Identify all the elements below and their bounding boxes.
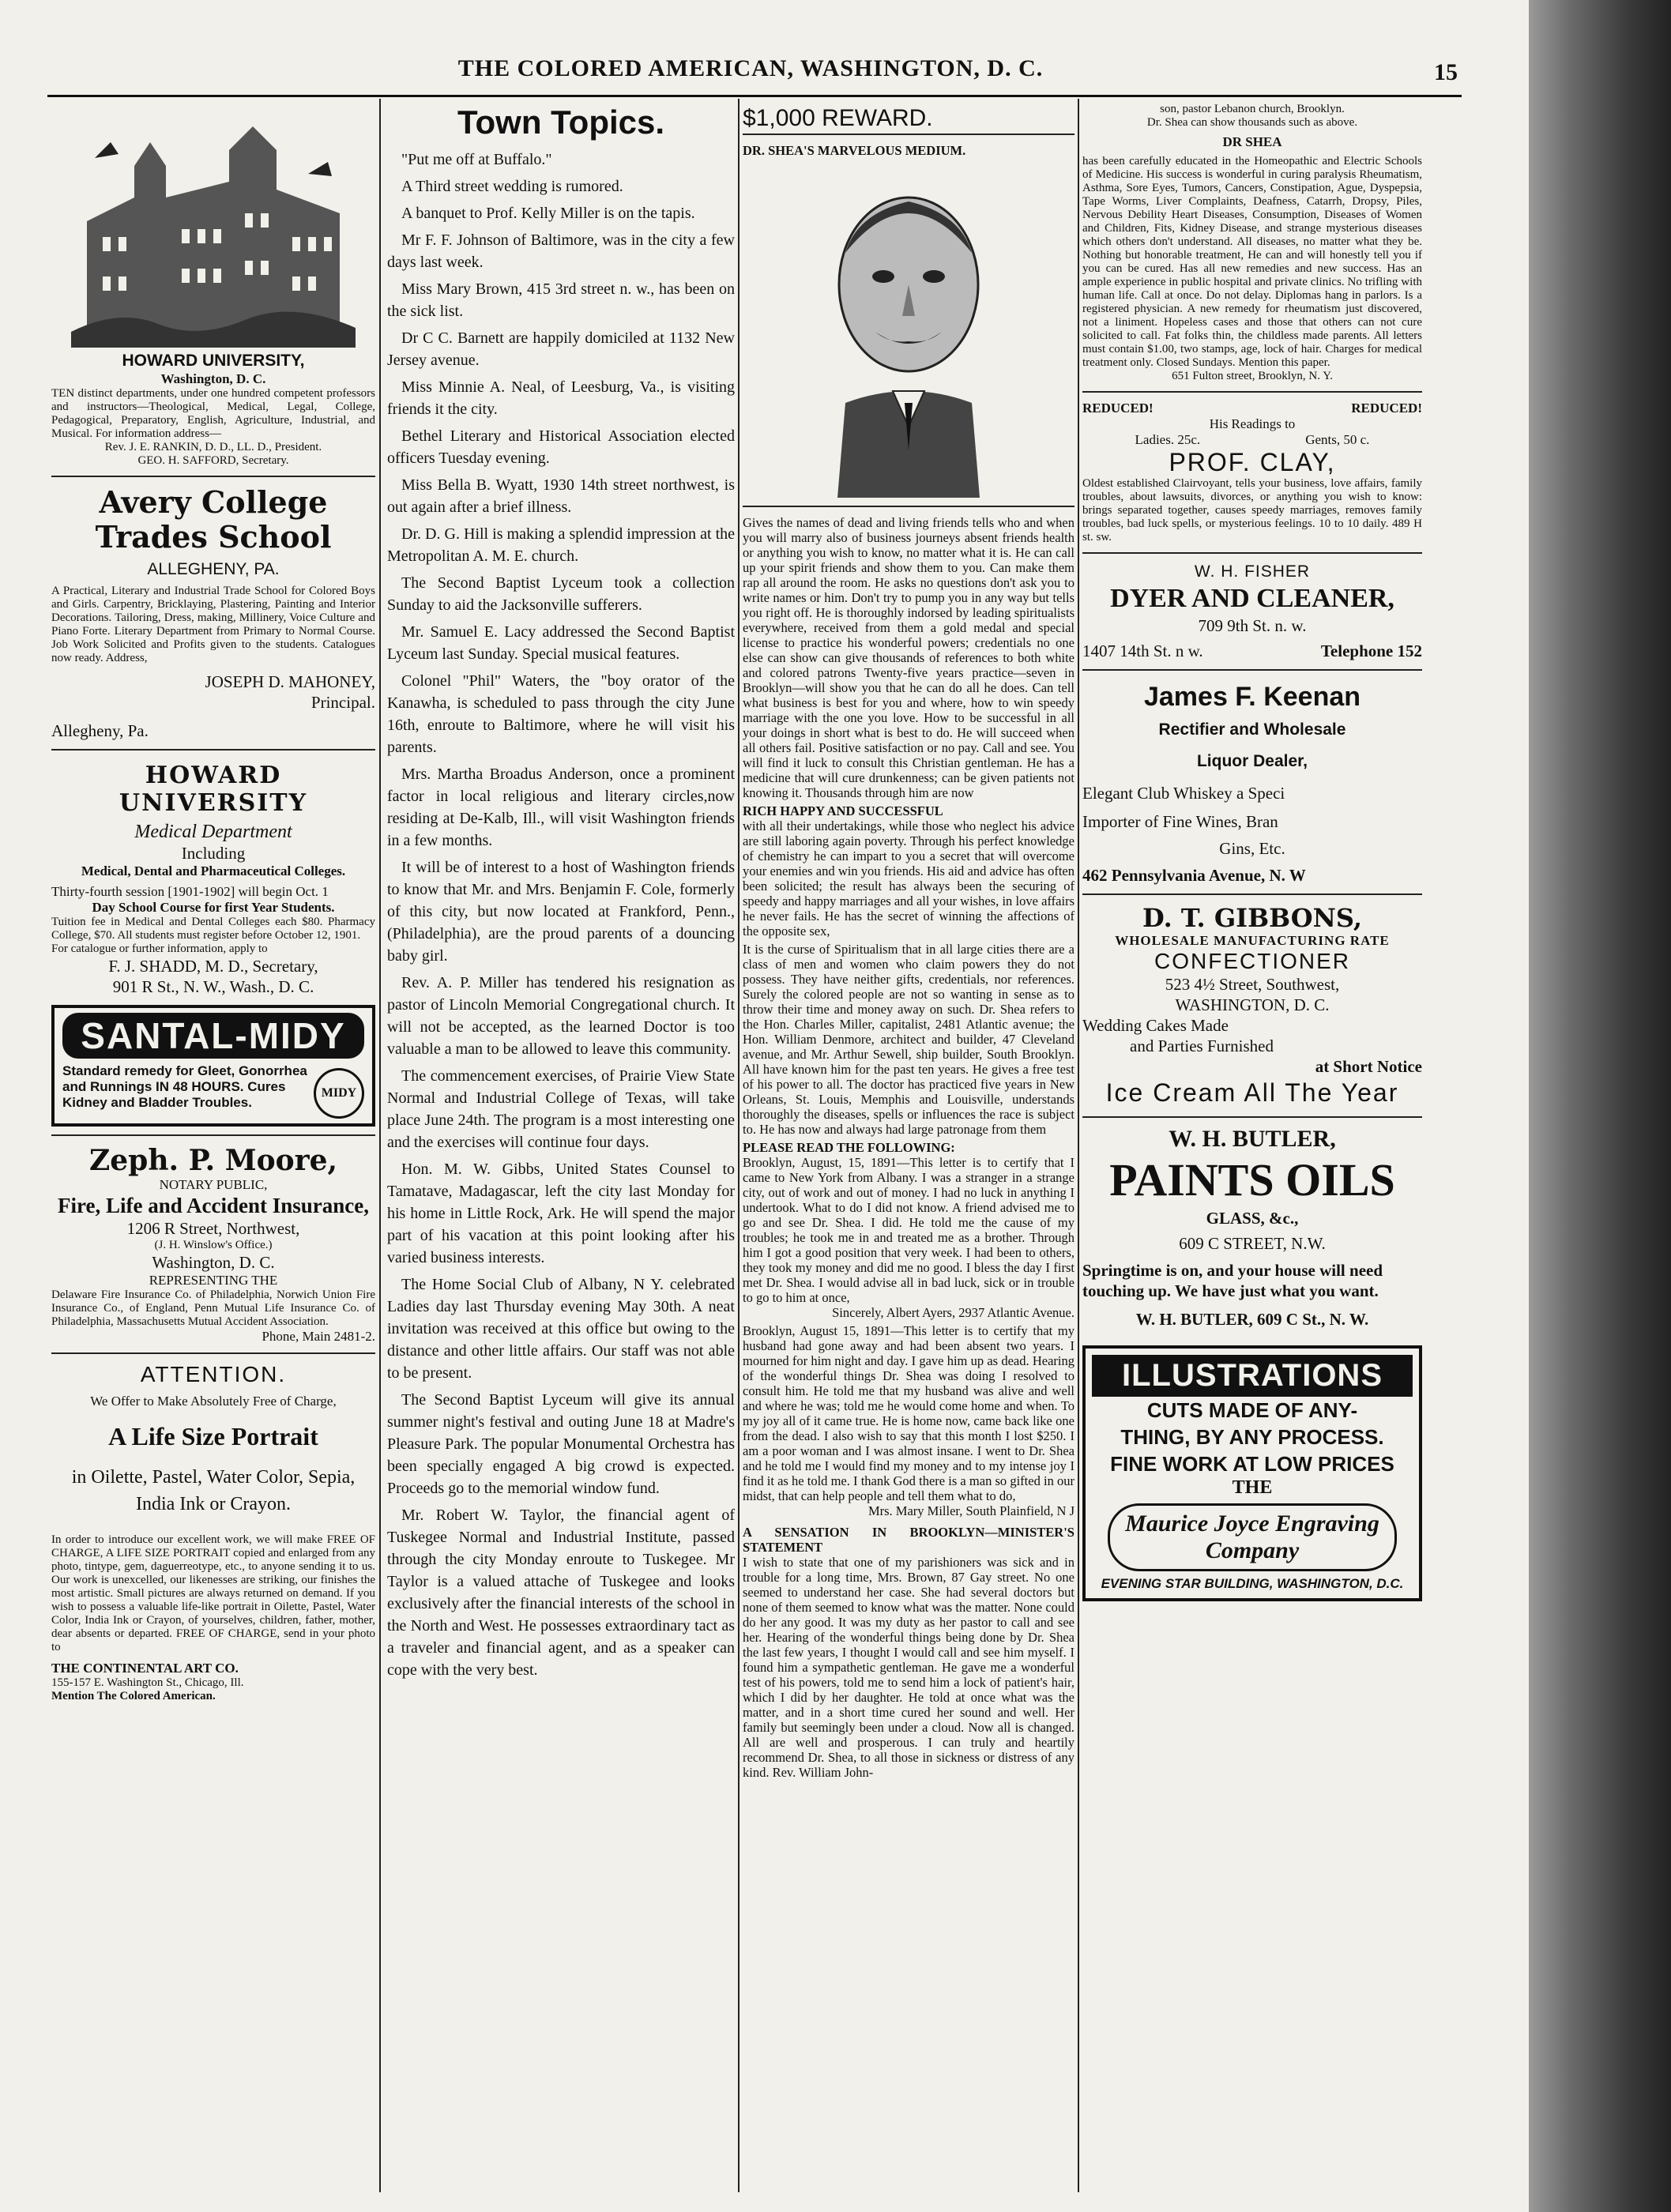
clay-reduced-row <box>1082 401 1422 416</box>
howard-secretary: GEO. H. SAFFORD, Secretary. <box>137 454 289 467</box>
butler-body: Springtime is on, and your house will need touching up. We have just what you want. <box>1082 1261 1383 1300</box>
clay-gents: Gents, 50 c. <box>1305 432 1370 447</box>
moore-notary: NOTARY PUBLIC, <box>159 1177 268 1192</box>
howard-medical-session: Thirty-fourth session [1901-1902] will begin Oct. 1 <box>51 884 329 899</box>
fisher-addr1: 709 9th St. n. w. <box>1198 616 1307 635</box>
town-topics-item: The commencement exercises, of Prairie View State Normal and Industrial College of Texas, will take place June 24th. The program is a most interesting one and the exercises will continue four days. <box>387 1067 735 1151</box>
book-edge <box>1529 0 1671 2212</box>
clay-reduced-right: REDUCED! <box>1351 401 1422 416</box>
shea-sensation: I wish to state that one of my parishioners was sick and in trouble for a long time, Mrs. Brown, 87 Gay street. No one seemed to understand her case. She had several doctors but none of them seemed to know what was the matter. None could do her any good. It was my duty as her pastor to call and see her. Hearing of the wonderful things being done by Dr. Shea the last few years, I thought I would call and see him myself. I found him a sympathetic gentleman. He gave me a wonderful test of his powers, told me to send him a lock of patient's hair, which I did by her daughter. He told at once what was the matter, and in a short time cured her sound and well. Her family but seemingly been under a cloud. Now all is changed. All are well and prosperous. I can truly and heartily recommend Dr. Shea, to all those in sickness or distress of any kind. Rev. William John- <box>743 1555 1074 1780</box>
howard-medical-tuition: Tuition fee in Medical and Dental Colleges each $80. Pharmacy College, $70. All students must register before October 12, 1901. <box>51 916 375 942</box>
shea-curse: It is the curse of Spiritualism that in all large cities there are a class of men and women who claim powers they do not possess. They have neither gifts, credentials, nor references. Surely the colored people are not so wanting in sense as to throw their time and money away on such. Dr. Shea refers to the Hon. Charles Miller, capitalist, 2481 Atlantic avenue; the Hon. William Denmore, architect and builder, 47 Cleveland avenue, and Mr. Arthur Sewell, ship builder, South Brooklyn. All have known him for the past ten years. He gives a free test of his power to all. The doctor has practiced five years in New Orleans, St. Louis, Memphis and Louisville, understands thoroughly the diseases, spells or influences the race is subject to. He has now and always had large patronage from them <box>743 942 1074 1137</box>
joyce-engraving-ad <box>1082 1345 1422 1601</box>
clay-prices <box>1082 432 1422 448</box>
town-topics-item: Mr. Robert W. Taylor, the financial agent of Tuskegee Normal and Industrial Institute, passed through the city Monday enroute to Tuskegee. Mr Taylor is a valued attache of Tuskegee and looks exclusively after the financial interests of the school in the North and West. He possesses extraordinary tact as a traveler and financial agent, and as a speaker can cope with the very best. <box>387 1507 735 1679</box>
town-topics-item: Mrs. Martha Broadus Anderson, once a prominent factor in local religious and literary circles,now residing at De-Kalb, Ill., will visit Washington friends in a few months. <box>387 766 735 849</box>
town-topics-item: Rev. A. P. Miller has tendered his resignation as pastor of Lincoln Memorial Congregational church. It will not be accepted, as the learned Doctor is too valuable a man to be allowed to leave this community. <box>387 974 735 1058</box>
gibbons-line1: Wedding Cakes Made <box>1082 1016 1229 1035</box>
moore-companies: Delaware Fire Insurance Co. of Philadelphia, Norwich Union Fire Insurance Co., of England, Penn Mutual Life Insurance Co. of Philadelphia, Massachusetts Mutual Accident Association. <box>51 1288 375 1328</box>
howard-medical-dept: Medical Department <box>134 822 292 842</box>
howard-medical-title: HOWARD UNIVERSITY <box>119 762 308 817</box>
town-topics-item: The Home Social Club of Albany, N Y. celebrated Ladies day last Thursday evening May 30th. A neat invitation was received at this office but owing to the distance and other little affairs. Our staff was not able to be present. <box>387 1276 735 1382</box>
clay-reduced-left: REDUCED! <box>1082 401 1154 416</box>
moore-representing: REPRESENTING THE <box>149 1273 278 1288</box>
masthead-title: THE COLORED AMERICAN, WASHINGTON, D. C. <box>457 55 1044 81</box>
avery-principal-name: JOSEPH D. MAHONEY, <box>205 672 375 691</box>
joyce-line3: FINE WORK AT LOW PRICES <box>1110 1452 1394 1476</box>
shea-rich-head: RICH HAPPY AND SUCCESSFUL <box>743 803 943 818</box>
moore-city: Washington, D. C. <box>152 1253 275 1272</box>
dr-shea-portrait <box>790 166 1027 498</box>
attention-mention: Mention The Colored American. <box>51 1690 216 1702</box>
town-topics-item: It will be of interest to a host of Washington friends to know that Mr. and Mrs. Benjamin F. Cole, formerly of this city, but now located at Frankford, Penn., (Philadelphia), are the proud parents of a douncing baby girl. <box>387 859 735 965</box>
university-building-illustration <box>71 111 356 348</box>
howard-medical-secretary: F. J. SHADD, M. D., Secretary, <box>108 957 318 976</box>
dr-shea-head: DR SHEA <box>1222 134 1282 149</box>
shea-letter1: Brooklyn, August, 15, 1891—This letter is to certify that I came to New York from Albany. I was a stranger in a strange city, out of work and out of money. I had no luck in anything I undertook. What to do I did not know. A friend advised me to go and see Dr. Shea. I did. He told me the cause of my troubles; he took me in and treated me as a brother. Through him I got a good position that very week. I had been to others, they took my money and did me no good. I bless the day I first met Dr. Shea. I would advise all in bad luck, sick or in trouble to go to him at once, <box>743 1155 1074 1305</box>
attention-title: ATTENTION. <box>140 1362 287 1386</box>
butler-sign: W. H. BUTLER, 609 C St., N. W. <box>1135 1310 1369 1329</box>
joyce-name: Maurice Joyce Engraving Company <box>1108 1503 1397 1571</box>
butler-glass: GLASS, &c., <box>1206 1209 1299 1228</box>
reward-heading: $1,000 REWARD. <box>743 105 933 131</box>
gibbons-sub: WHOLESALE MANUFACTURING RATE <box>1115 933 1390 948</box>
moore-name: Zeph. P. Moore, <box>88 1144 338 1177</box>
divider <box>51 749 375 750</box>
town-topics-item: Mr. Samuel E. Lacy addressed the Second Baptist Lyceum last Sunday. Special musical features. <box>387 623 735 663</box>
divider <box>1082 893 1422 895</box>
shea-sensation-head: A SENSATION IN BROOKLYN—MINISTER'S STATEMENT <box>743 1525 1074 1555</box>
shea-letter2-sign: Mrs. Mary Miller, South Plainfield, N J <box>867 1503 1074 1518</box>
divider <box>51 1134 375 1136</box>
gibbons-line3: at Short Notice <box>1315 1057 1422 1076</box>
santal-title: SANTAL-MIDY <box>62 1013 364 1059</box>
town-topics-item: Miss Mary Brown, 415 3rd street n. w., has been on the sick list. <box>387 280 735 320</box>
town-topics-body <box>387 149 735 1681</box>
dr-shea-body: has been carefully educated in the Homeopathic and Electric Schools of Medicine. His success is wonderful in curing paralysis Rheumatism, Asthma, Sore Eyes, Tumors, Cancers, Constipation, Ague, Dyspepsia, Tape Worms, Liver Complaints, Deafness, Catarrh, Dropsy, Piles, Nervous Debility Heart Diseases, Consumption, Diseases of Women and Children, Fits, Kidney Disease, and strange mysterious diseases which others don't understand. All diseases, no matter what they be. Nothing but honorable treatment, He can and will honestly tell you if you can be cured. Has all new remedies and new success. Has an ample experience in public hospital and private clinics. No trifling with human life. Call at once. Do not delay. Diplomas hang in parlors. Is a registered physician. A new remedy for rheumatism just discovered, not a liniment. Hopeless cases and those that others can not cure solicited to call. Fat folks thin, the childless made parents. All letters must contain $1.00, two stamps, age, lock of hair. Charges for medical treatment only. Closed Sundays. Mention this paper. <box>1082 155 1422 369</box>
divider <box>1082 1116 1422 1118</box>
page-number: 15 <box>1434 59 1458 85</box>
gibbons-line2: and Parties Furnished <box>1130 1036 1274 1055</box>
moore-office: (J. H. Winslow's Office.) <box>154 1239 273 1251</box>
shea-rich-body: with all their undertakings, while those who neglect his advice are still laboring again poverty. Through his perfect knowledge of chemistry he can impart to you a secret that will overcome your enemies and win you friends. His aid and advice has often been solicited; the result has always been the securing of speedy and happy marriages and all your wishes, in love affairs he never fails. He has the secret of winning the affections of the opposite sex, <box>743 818 1074 939</box>
keenan-line3: Elegant Club Whiskey a Speci <box>1082 784 1285 803</box>
column-3 <box>743 103 1074 2188</box>
divider <box>1082 552 1422 554</box>
divider <box>1082 391 1422 393</box>
avery-location: ALLEGHENY, PA. <box>147 560 280 578</box>
shea-continued-2: Dr. Shea can show thousands such as above. <box>1146 116 1358 129</box>
santal-midy-ad <box>51 1005 375 1127</box>
clay-ladies: Ladies. 25c. <box>1135 432 1201 447</box>
keenan-name: James F. Keenan <box>1143 682 1361 712</box>
howard-medical-catalogue: For catalogue or further information, apply to <box>51 942 268 955</box>
shea-intro: Gives the names of dead and living friends tells who and when you will marry also of business journeys absent friends health or anything you wish to know, no matter what it is. He can call up your spirit friends and show them to you. Can make them rap all around the room. He asks no questions don't ask you to write names or him. Don't try to pump you in any way but tells you right off. He is thoroughly indorsed by leading spiritualists everywhere, received from them a gold medal and special license to practice his wonderful powers; credentials no one else can show can give thousands of references to both white and colored patrons Twenty-five years practice—seven in Brooklyn—will show you that he can do all he does. Can tell what business is best for you and where, how to win speedy marriage with the one you love. How to be successful in all your doings in short what is best to do. He will succeed when all others fail. Positive satisfaction or no pay. Call and see. You will find it luck to consult this Christian gentleman. He has a medicine that will cure drunkenness; can be given patients not knowing it. Thousands through him are now <box>743 515 1074 800</box>
dr-shea-address: 651 Fulton street, Brooklyn, N. Y. <box>1172 370 1333 382</box>
shea-letter1-sign: Sincerely, Albert Ayers, 2937 Atlantic Avenue. <box>832 1305 1074 1320</box>
shea-letter2: Brooklyn, August 15, 1891—This letter is to certify that my husband had gone away and had been absent two years. I mourned for him night and day. I gave him up as dead. Hearing of the wonderful things Dr. Shea was doing I resolved to consult him. He told me that my husband was alive and well and where he was; told me he would come home and when. To my joy all of it came true. He is home now, came back like one from the dead. I also wish to say that this month I lost $250. I am a poor woman and I was almost insane. I went to Dr. Shea and he told me I would find my money and to my intense joy I find it as he told me. I thank God there is a man so gifted in our midst, that can help people and tell them what to do, <box>743 1323 1074 1503</box>
butler-name: W. H. BUTLER, <box>1169 1126 1336 1152</box>
column-rule <box>1078 99 1079 2192</box>
town-topics-item: A Third street wedding is rumored. <box>401 178 623 195</box>
joyce-line2: THING, BY ANY PROCESS. <box>1120 1425 1384 1449</box>
town-topics-item: "Put me off at Buffalo." <box>401 151 552 168</box>
joyce-the: THE <box>1232 1477 1273 1498</box>
town-topics-item: Dr C C. Barnett are happily domiciled at 1132 New Jersey avenue. <box>387 329 735 369</box>
moore-business: Fire, Life and Accident Insurance, <box>58 1194 369 1217</box>
gibbons-addr: 523 4½ Street, Southwest, <box>1165 975 1340 994</box>
santal-body: Standard remedy for Gleet, Gonorrhea and Runnings IN 48 HOURS. Cures Kidney and Bladder Troubles. <box>62 1063 307 1110</box>
town-topics-item: Mr F. F. Johnson of Baltimore, was in the city a few days last week. <box>387 231 735 271</box>
attention-offer: We Offer to Make Absolutely Free of Charge, <box>90 1394 337 1409</box>
divider <box>1082 669 1422 671</box>
divider <box>51 476 375 477</box>
avery-principal-title: Principal. <box>310 693 375 712</box>
keenan-line1: Rectifier and Wholesale <box>1158 720 1346 739</box>
town-topics-heading: Town Topics. <box>457 103 665 141</box>
avery-city: Allegheny, Pa. <box>51 721 149 740</box>
fisher-row <box>1082 641 1422 661</box>
moore-address: 1206 R Street, Northwest, <box>126 1219 300 1238</box>
town-topics-item: Hon. M. W. Gibbs, United States Counsel to Tamatave, Madagascar, left the city last Monday for his home in Little Rock, Ark. He will spend the major part of his vacation at this point looking after his varied business interests. <box>387 1161 735 1266</box>
gibbons-ice-cream: Ice Cream All The Year <box>1105 1078 1399 1107</box>
clay-readings: His Readings to <box>1209 416 1296 431</box>
keenan-line6: 462 Pennsylvania Avenue, N. W <box>1082 866 1306 885</box>
town-topics-item: Dr. D. G. Hill is making a splendid impression at the Metropolitan A. M. E. church. <box>387 525 735 565</box>
avery-title: Avery College Trades School <box>95 484 332 555</box>
town-topics-item: Colonel "Phil" Waters, the "boy orator of the Kanawha, is scheduled to pass through the city June 16th, enroute to Baltimore, where he will visit his parents. <box>387 672 735 756</box>
clay-name: PROF. CLAY, <box>1169 448 1336 476</box>
howard-location: Washington, D. C. <box>160 371 266 386</box>
divider <box>743 506 1074 507</box>
town-topics-item: Miss Minnie A. Neal, of Leesburg, Va., is visiting friends it the city. <box>387 378 735 418</box>
joyce-line1: CUTS MADE OF ANY- <box>1146 1398 1358 1422</box>
keenan-line2: Liquor Dealer, <box>1196 752 1308 770</box>
masthead-rule <box>47 95 1462 97</box>
butler-headline: PAINTS OILS <box>1109 1154 1395 1206</box>
reward-subheading: DR. SHEA'S MARVELOUS MEDIUM. <box>743 143 966 158</box>
clay-body: Oldest established Clairvoyant, tells your business, love affairs, family troubles, about lawsuits, divorces, or anything you wish to know: brings separated together, causes speedy marriages, removes family troubles, bad luck spells, or mysterious feelings. 10 to 10 daily. 489 H st. sw. <box>1082 477 1422 544</box>
column-1 <box>51 103 375 2188</box>
shea-continued: son, pastor Lebanon church, Brooklyn. <box>1160 103 1345 115</box>
keenan-line5: Gins, Etc. <box>1219 839 1285 858</box>
shea-read-head: PLEASE READ THE FOLLOWING: <box>743 1140 955 1155</box>
gibbons-city: WASHINGTON, D. C. <box>1175 995 1330 1014</box>
howard-medical-dayschool: Day School Course for first Year Students. <box>92 900 335 915</box>
howard-president: Rev. J. E. RANKIN, D. D., LL. D., President. <box>104 441 322 453</box>
keenan-line4: Importer of Fine Wines, Bran <box>1082 812 1278 831</box>
divider <box>51 1352 375 1354</box>
attention-address: 155-157 E. Washington St., Chicago, Ill. <box>51 1676 244 1689</box>
howard-medical-colleges: Medical, Dental and Pharmaceutical Colleges. <box>81 863 346 878</box>
butler-address: 609 C STREET, N.W. <box>1179 1234 1326 1253</box>
column-4 <box>1082 103 1422 2188</box>
town-topics-item: Miss Bella B. Wyatt, 1930 14th street northwest, is out again after a brief illness. <box>387 476 735 516</box>
gibbons-business: CONFECTIONER <box>1154 949 1350 973</box>
column-rule <box>379 99 381 2192</box>
howard-medical-address: 901 R St., N. W., Wash., D. C. <box>112 977 314 996</box>
gibbons-name: D. T. GIBBONS, <box>1142 903 1363 933</box>
fisher-business: DYER AND CLEANER, <box>1110 584 1394 613</box>
attention-media: in Oilette, Pastel, Water Color, Sepia, India Ink or Crayon. <box>71 1467 356 1514</box>
howard-body: TEN distinct departments, under one hundred competent professors and instructors—Theological, Medical, Legal, College, Pedagogical, Preparatory, English, Agriculture, Industrial, and Musical. For information address— <box>51 387 375 440</box>
town-topics-item: Bethel Literary and Historical Association elected officers Tuesday evening. <box>387 427 735 467</box>
attention-body: In order to introduce our excellent work, we will make FREE OF CHARGE, A LIFE SIZE PORTRAIT copied and enlarged from any photo, tintype, gem, daguerreotype, etc., to anyone sending it to us. Our work is unexcelled, our likenesses are striking, our finishes the most artistic. Small pictures are always returned on demand. If you wish to possess a valuable life-like portrait in Oilette, Pastel, Water Color, India Ink or Crayon, of yourselves, children, father, mother, dear absents or departed. FREE OF CHARGE, send in your photo to <box>51 1533 375 1653</box>
joyce-address: EVENING STAR BUILDING, WASHINGTON, D.C. <box>1101 1576 1404 1591</box>
town-topics-item: A banquet to Prof. Kelly Miller is on the tapis. <box>401 205 695 222</box>
fisher-phone: Telephone 152 <box>1320 641 1422 660</box>
fisher-name: W. H. FISHER <box>1194 562 1311 581</box>
attention-headline: A Life Size Portrait <box>108 1422 318 1450</box>
moore-phone: Phone, Main 2481-2. <box>262 1329 375 1344</box>
divider <box>743 134 1074 135</box>
howard-name: HOWARD UNIVERSITY, <box>122 352 305 370</box>
attention-company: THE CONTINENTAL ART CO. <box>51 1661 239 1676</box>
midy-badge: MIDY <box>314 1068 364 1119</box>
illustrations-banner: ILLUSTRATIONS <box>1092 1355 1413 1397</box>
town-topics-item: The Second Baptist Lyceum will give its annual summer night's festival and outing June 18 at Madre's Pleasure Park. The popular Monumental Orchestra has been specially engaged A big crowd is expected. Proceeds go to the memorial window fund. <box>387 1391 735 1497</box>
column-2 <box>387 103 735 2188</box>
column-rule <box>738 99 740 2192</box>
avery-body: A Practical, Literary and Industrial Trade School for Colored Boys and Girls. Carpentry, Bricklaying, Plastering, Painting and Interior Decorations. Tailoring, Dress, making, Millinery, Voice Culture and Piano Forte. Literary Department from Primary to Normal Course. Job Work Solicited and Profits given to the students. Catalogues now ready. Address, <box>51 585 375 664</box>
town-topics-item: The Second Baptist Lyceum took a collection Sunday to aid the Jacksonville sufferers. <box>387 574 735 614</box>
fisher-addr2: 1407 14th St. n w. <box>1082 641 1203 660</box>
howard-medical-including: Including <box>181 844 246 863</box>
